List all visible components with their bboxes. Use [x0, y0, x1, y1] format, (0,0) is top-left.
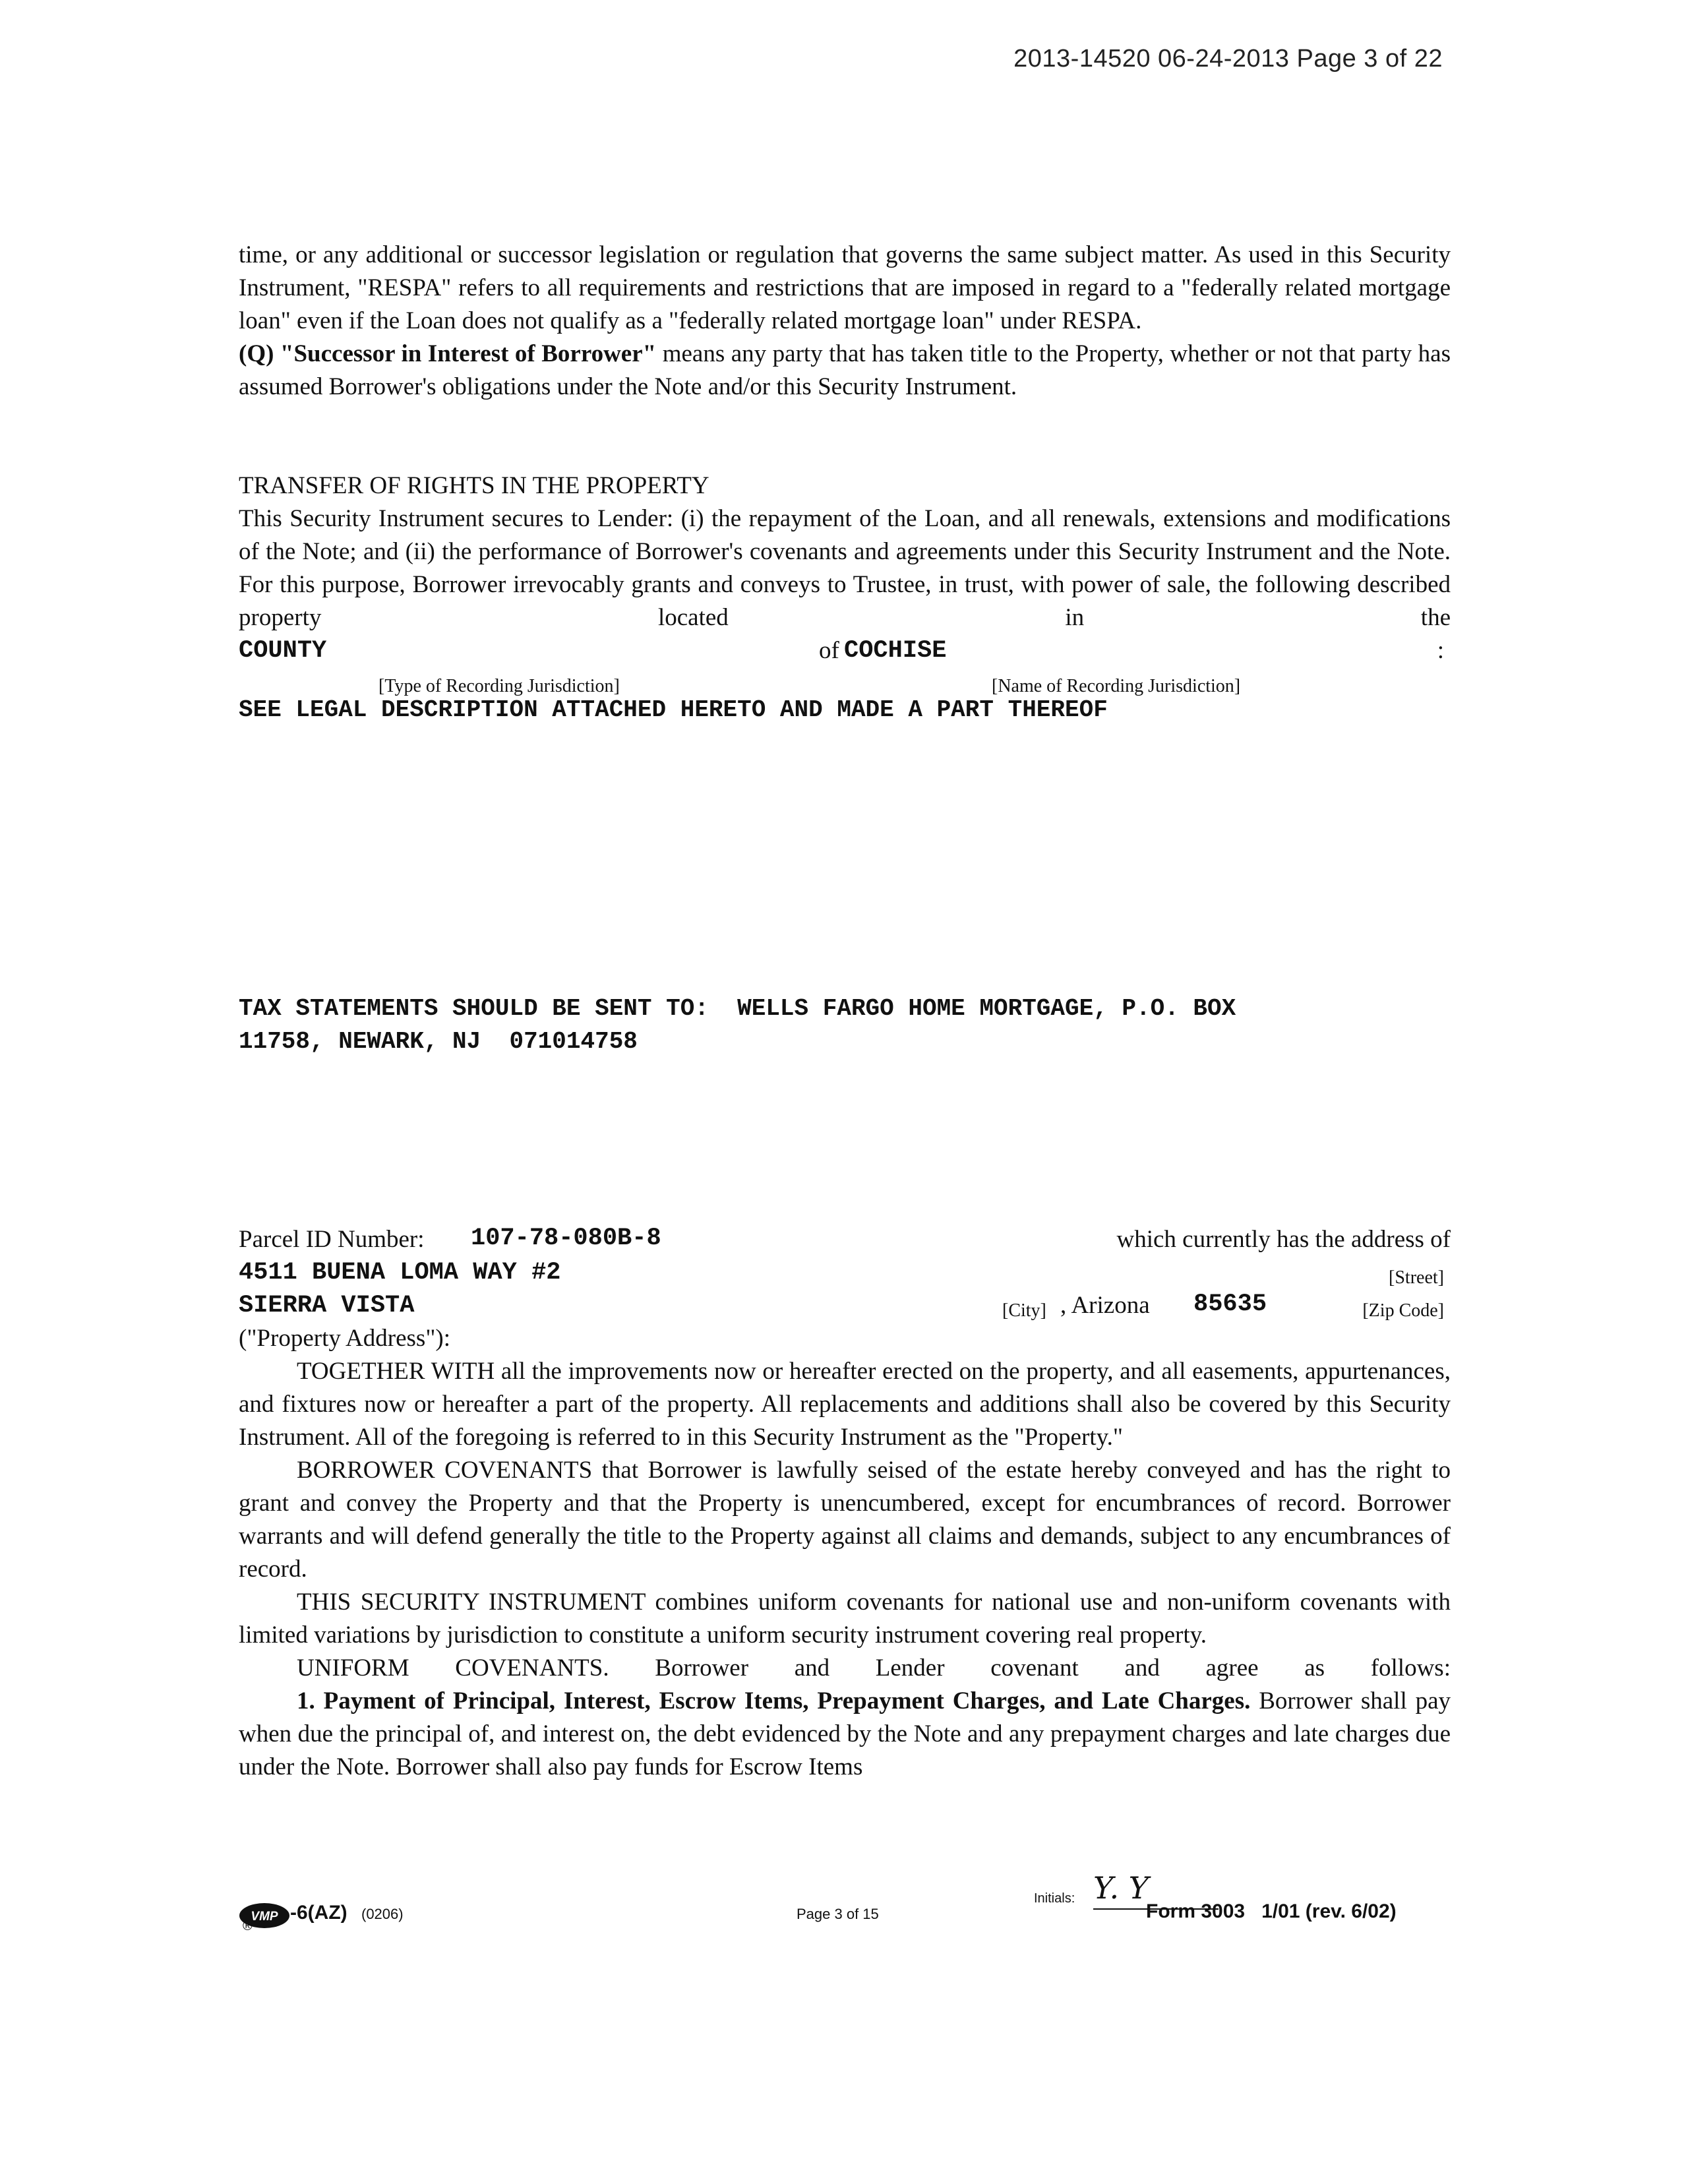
- city-caption: [City]: [1002, 1300, 1046, 1321]
- legal-description: SEE LEGAL DESCRIPTION ATTACHED HERETO AND MADE A PART THEREOF: [239, 696, 1108, 723]
- this-instrument-paragraph: THIS SECURITY INSTRUMENT combines uniform covenants for national use and non-uniform covenants with limited variations by jurisdiction to constitute a uniform security instrument covering real property.: [239, 1589, 1451, 1649]
- tax-line-1: TAX STATEMENTS SHOULD BE SENT TO: WELLS FARGO HOME MORTGAGE, P.O. BOX: [239, 995, 1236, 1022]
- zip-value: 85635: [1193, 1290, 1267, 1318]
- section-1-text: Borrower shall pay when due the principal of, and interest on, the debt evidenced by the Note and any prepayment charges and late charges due under the Note. Borrower shall also pay funds for Escrow Items: [239, 1687, 1451, 1780]
- jurisdiction-type: COUNTY: [239, 637, 327, 665]
- borrower-covenants-paragraph: BORROWER COVENANTS that Borrower is lawfully seised of the estate hereby conveyed and has the right to grant and convey the Property and that the Property is unencumbered, except for encumbrances of record. Borrower warrants and will defend generally the title to the Property against all claims and demands, subject to any encumbrances of record.: [239, 1457, 1451, 1583]
- respa-paragraph: [239, 239, 1451, 404]
- address-label: which currently has the address of: [1116, 1226, 1451, 1253]
- state-value: , Arizona: [1060, 1292, 1150, 1319]
- form-number: Form 3003 1/01 (rev. 6/02): [1146, 1900, 1397, 1922]
- logo-text: VMP: [251, 1910, 278, 1924]
- jurisdiction-captions: [239, 667, 1451, 694]
- transfer-heading: TRANSFER OF RIGHTS IN THE PROPERTY: [239, 472, 709, 499]
- street-value: 4511 BUENA LOMA WAY #2: [239, 1259, 561, 1287]
- registered-mark: ®: [243, 1919, 253, 1933]
- jurisdiction-name: COCHISE: [844, 637, 947, 665]
- parcel-section: [239, 1223, 1451, 1784]
- of-label: of: [819, 637, 839, 664]
- form-revision: (0206): [361, 1906, 404, 1922]
- jurisdiction-colon: :: [1437, 637, 1444, 664]
- transfer-text: This Security Instrument secures to Lender: (i) the repayment of the Loan, and all renewals, extensions and modifications of the Note; and (ii) the performance of Borrower's covenants and agreements under this Security Instrument and the Note. For this purpose, Borrower irrevocably grants and conveys to Trustee, in trust, with power of sale, the following described property located in the: [239, 505, 1451, 631]
- document-stamp: 2013-14520 06-24-2013 Page 3 of 22: [1013, 45, 1443, 73]
- zip-caption: [Zip Code]: [1362, 1300, 1444, 1321]
- together-paragraph: TOGETHER WITH all the improvements now or hereafter erected on the property, and all easements, appurtenances, and fixtures now or hereafter a part of the property. All replacements and additions shall also be covered by this Security Instrument. All of the foregoing is referred to in this Security Instrument as the "Property.": [239, 1358, 1451, 1451]
- form-code: -6(AZ): [290, 1902, 347, 1924]
- property-address-label: ("Property Address"):: [239, 1325, 451, 1352]
- street-row: [239, 1256, 1451, 1289]
- page-footer: [239, 1870, 1451, 1965]
- section-1-paragraph: [239, 1685, 1451, 1784]
- initials-label: Initials:: [1034, 1891, 1075, 1906]
- page-number: Page 3 of 15: [797, 1906, 879, 1922]
- respa-text: time, or any additional or successor legislation or regulation that governs the same subject matter. As used in this Security Instrument, "RESPA" refers to all requirements and restrictions that are imposed in regard to a "federally related mortgage loan" even if the Loan does not qualify as a "federally related mortgage loan" under RESPA.: [239, 241, 1451, 334]
- tax-statements: [239, 992, 1451, 1058]
- successor-label: (Q) "Successor in Interest of Borrower": [239, 340, 657, 367]
- jurisdiction-row: [239, 634, 1451, 667]
- successor-text: means any party that has taken title to the Property, whether or not that party has assumed Borrower's obligations under the Note and/or this Security Instrument.: [239, 340, 1451, 400]
- tax-line-2: 11758, NEWARK, NJ 071014758: [239, 1028, 638, 1055]
- section-1-title: 1. Payment of Principal, Interest, Escrow Items, Prepayment Charges, and Late Charges.: [297, 1687, 1251, 1714]
- parcel-number: 107-78-080B-8: [471, 1225, 661, 1252]
- city-value: SIERRA VISTA: [239, 1292, 415, 1320]
- transfer-section: [239, 470, 1451, 727]
- uniform-covenants-paragraph: UNIFORM COVENANTS. Borrower and Lender covenant and agree as follows:: [297, 1654, 1451, 1682]
- initials-signature: Y. Y: [1093, 1870, 1149, 1906]
- street-caption: [Street]: [1389, 1267, 1444, 1288]
- caption-name: [Name of Recording Jurisdiction]: [992, 676, 1241, 696]
- parcel-row: [239, 1223, 1451, 1256]
- successor-paragraph: [239, 338, 1451, 404]
- caption-type: [Type of Recording Jurisdiction]: [378, 676, 620, 696]
- city-row: [239, 1289, 1451, 1322]
- parcel-label: Parcel ID Number:: [239, 1226, 425, 1253]
